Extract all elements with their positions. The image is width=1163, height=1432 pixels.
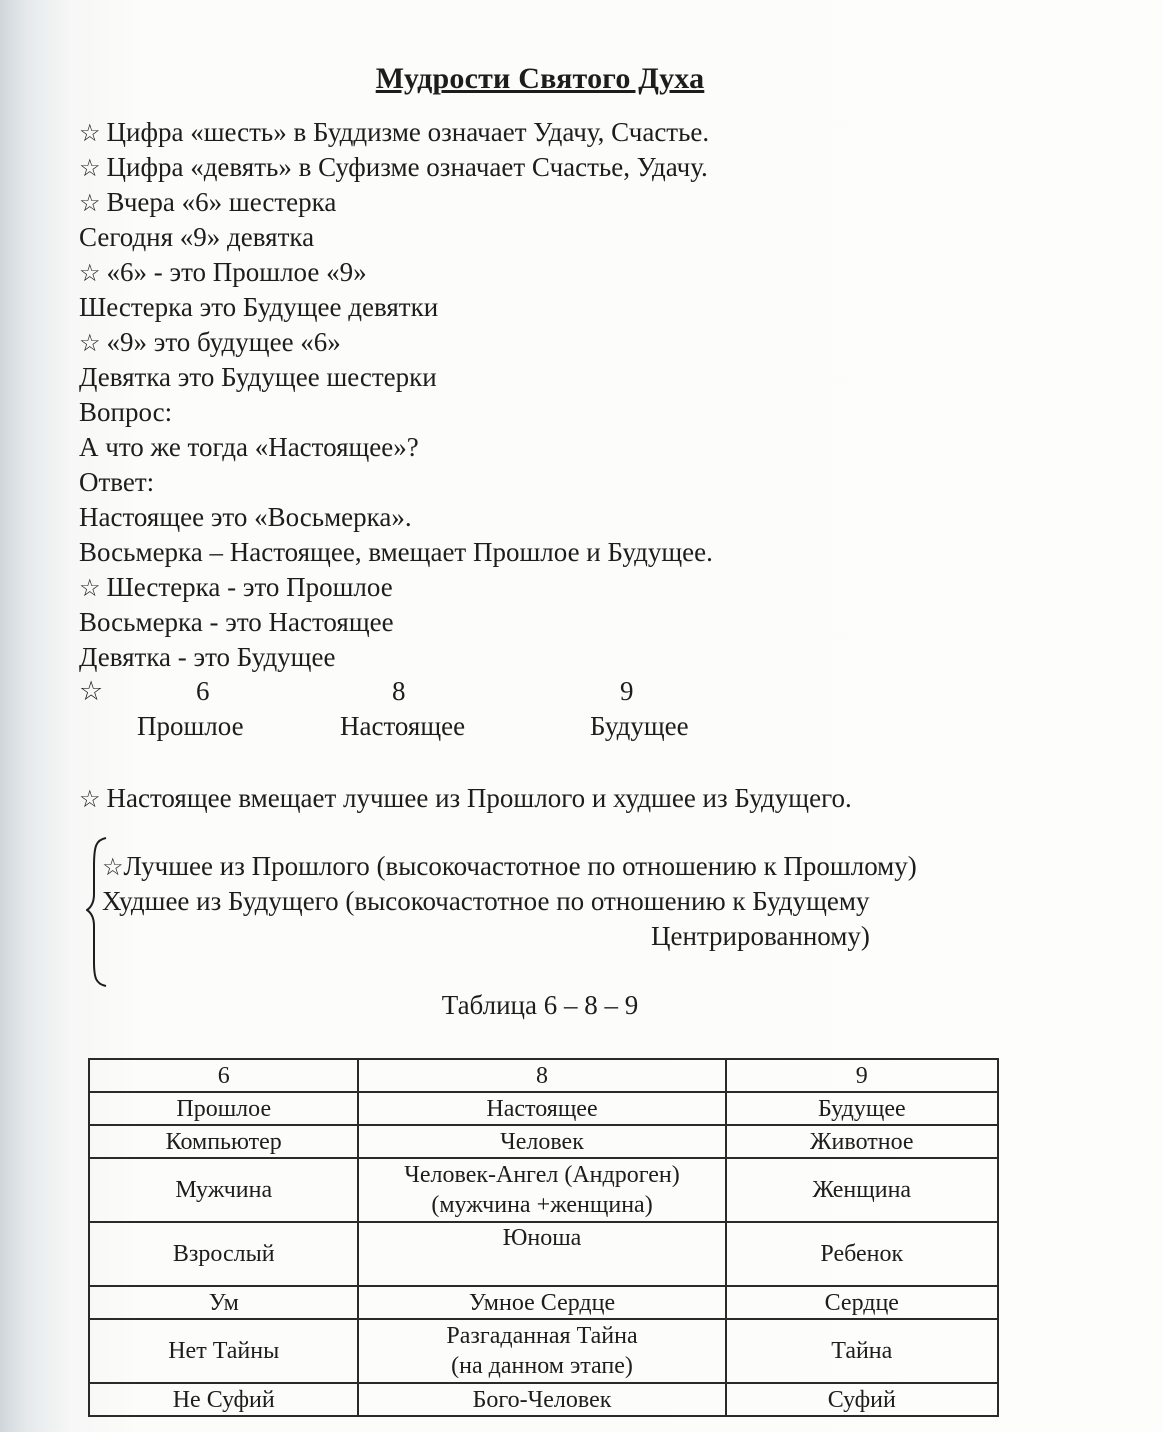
table-cell xyxy=(89,1158,358,1222)
text-line: Ответ: xyxy=(79,467,155,497)
label-future: Будущее xyxy=(590,711,689,741)
present-statement: ☆ Настоящее вмещает лучшее из Прошлого и худшее из Будущего. xyxy=(79,783,852,813)
star-icon: ☆ xyxy=(79,261,101,287)
table-row xyxy=(89,1286,998,1319)
text-line: Восьмерка - это Настоящее xyxy=(79,607,394,637)
text-line: Настоящее это «Восьмерка». xyxy=(79,502,412,532)
table-cell xyxy=(89,1383,358,1416)
table-cell xyxy=(89,1319,358,1383)
text-line: Сегодня «9» девятка xyxy=(79,222,315,252)
star-icon: ☆ xyxy=(79,156,101,182)
cell-text: Нет Тайны xyxy=(168,1338,280,1364)
table-row xyxy=(89,1383,998,1416)
brace-line-1: ☆Лучшее из Прошлого (высокочастотное по отношению к Прошлому) xyxy=(102,851,917,881)
star-icon: ☆ xyxy=(102,855,124,881)
table-cell xyxy=(89,1059,358,1092)
table-cell xyxy=(358,1222,725,1286)
cell-text: Ребенок xyxy=(820,1241,904,1267)
table-row xyxy=(89,1092,998,1125)
table-row xyxy=(89,1319,998,1383)
cell-text: Человек-Ангел (Андроген) xyxy=(404,1162,680,1188)
cell-text: Человек xyxy=(500,1128,584,1155)
cell-text: Сердце xyxy=(824,1289,899,1316)
cell-text: (на данном этапе) xyxy=(451,1353,633,1379)
text-line: ☆ Шестерка - это Прошлое xyxy=(79,572,393,602)
cell-text: 8 xyxy=(536,1062,549,1089)
number-six: 6 xyxy=(196,676,210,706)
text-line: Вопрос: xyxy=(79,397,173,427)
cell-text: Умное Сердце xyxy=(468,1289,616,1316)
table-cell xyxy=(726,1158,998,1222)
table-cell xyxy=(726,1059,998,1092)
brace-line-3: Центрированному) xyxy=(651,921,870,951)
text-line: ☆ «9» это будущее «6» xyxy=(79,327,341,357)
cell-text: Тайна xyxy=(831,1338,893,1364)
table-cell xyxy=(726,1222,998,1286)
table-cell xyxy=(726,1383,998,1416)
table-6-8-9 xyxy=(88,1058,999,1417)
table-cell xyxy=(726,1319,998,1383)
star-icon: ☆ xyxy=(79,576,101,602)
cell-text: 6 xyxy=(217,1062,230,1089)
cell-text: Женщина xyxy=(812,1177,912,1203)
text-line: ☆ Цифра «девять» в Суфизме означает Счастье, Удачу. xyxy=(79,152,708,182)
text-line: Шестерка это Будущее девятки xyxy=(79,292,439,322)
table-cell xyxy=(358,1125,725,1158)
cell-text: (мужчина +женщина) xyxy=(431,1192,653,1218)
label-past: Прошлое xyxy=(137,711,244,741)
cell-text: Бого-Человек xyxy=(472,1386,612,1413)
table-cell xyxy=(358,1059,725,1092)
table-cell xyxy=(358,1319,725,1383)
cell-text: Компьютер xyxy=(165,1128,282,1155)
text-line: Девятка это Будущее шестерки xyxy=(79,362,437,392)
table-cell xyxy=(358,1286,725,1319)
table-row xyxy=(89,1222,998,1286)
table-row xyxy=(89,1158,998,1222)
star-icon: ☆ xyxy=(79,676,104,706)
table-row xyxy=(89,1125,998,1158)
table-cell xyxy=(358,1092,725,1125)
cell-text: Суфий xyxy=(827,1386,896,1413)
star-icon: ☆ xyxy=(79,191,101,217)
cell-text: Юноша xyxy=(502,1225,582,1251)
label-present: Настоящее xyxy=(340,711,466,741)
cell-text: Ум xyxy=(208,1289,239,1316)
cell-text: Не Суфий xyxy=(172,1386,275,1413)
text-line: ☆ «6» - это Прошлое «9» xyxy=(79,257,367,287)
cell-text: Будущее xyxy=(817,1095,906,1122)
star-icon: ☆ xyxy=(79,121,101,147)
table-cell xyxy=(89,1125,358,1158)
text-line: Восьмерка – Настоящее, вмещает Прошлое и Будущее. xyxy=(79,537,713,567)
text-line: А что же тогда «Настоящее»? xyxy=(79,432,419,462)
cell-text: Прошлое xyxy=(176,1095,272,1122)
cell-text: Мужчина xyxy=(175,1177,273,1203)
table-cell xyxy=(89,1092,358,1125)
number-eight: 8 xyxy=(392,676,406,706)
page-title: Мудрости Святого Духа xyxy=(375,62,705,95)
cell-text: 9 xyxy=(855,1062,868,1089)
table-cell xyxy=(726,1286,998,1319)
cell-text: Настоящее xyxy=(486,1095,598,1122)
table-cell xyxy=(726,1125,998,1158)
table-cell xyxy=(358,1158,725,1222)
text-line: Девятка - это Будущее xyxy=(79,642,336,672)
table-cell xyxy=(726,1092,998,1125)
cell-text: Животное xyxy=(810,1128,914,1155)
table-cell xyxy=(358,1383,725,1416)
table-cell xyxy=(89,1286,358,1319)
brace-line-2: Худшее из Будущего (высокочастотное по отношению к Будущему xyxy=(102,886,870,916)
star-icon: ☆ xyxy=(79,787,101,813)
table-row xyxy=(89,1059,998,1092)
text-line: ☆ Цифра «шесть» в Буддизме означает Удачу, Счастье. xyxy=(79,117,710,147)
cell-text: Разгаданная Тайна xyxy=(446,1323,638,1349)
number-nine: 9 xyxy=(620,676,634,706)
star-icon: ☆ xyxy=(79,331,101,357)
table-caption: Таблица 6 – 8 – 9 xyxy=(441,990,639,1020)
cell-text: Взрослый xyxy=(172,1241,275,1267)
text-line: ☆ Вчера «6» шестерка xyxy=(79,187,337,217)
table-cell xyxy=(89,1222,358,1286)
